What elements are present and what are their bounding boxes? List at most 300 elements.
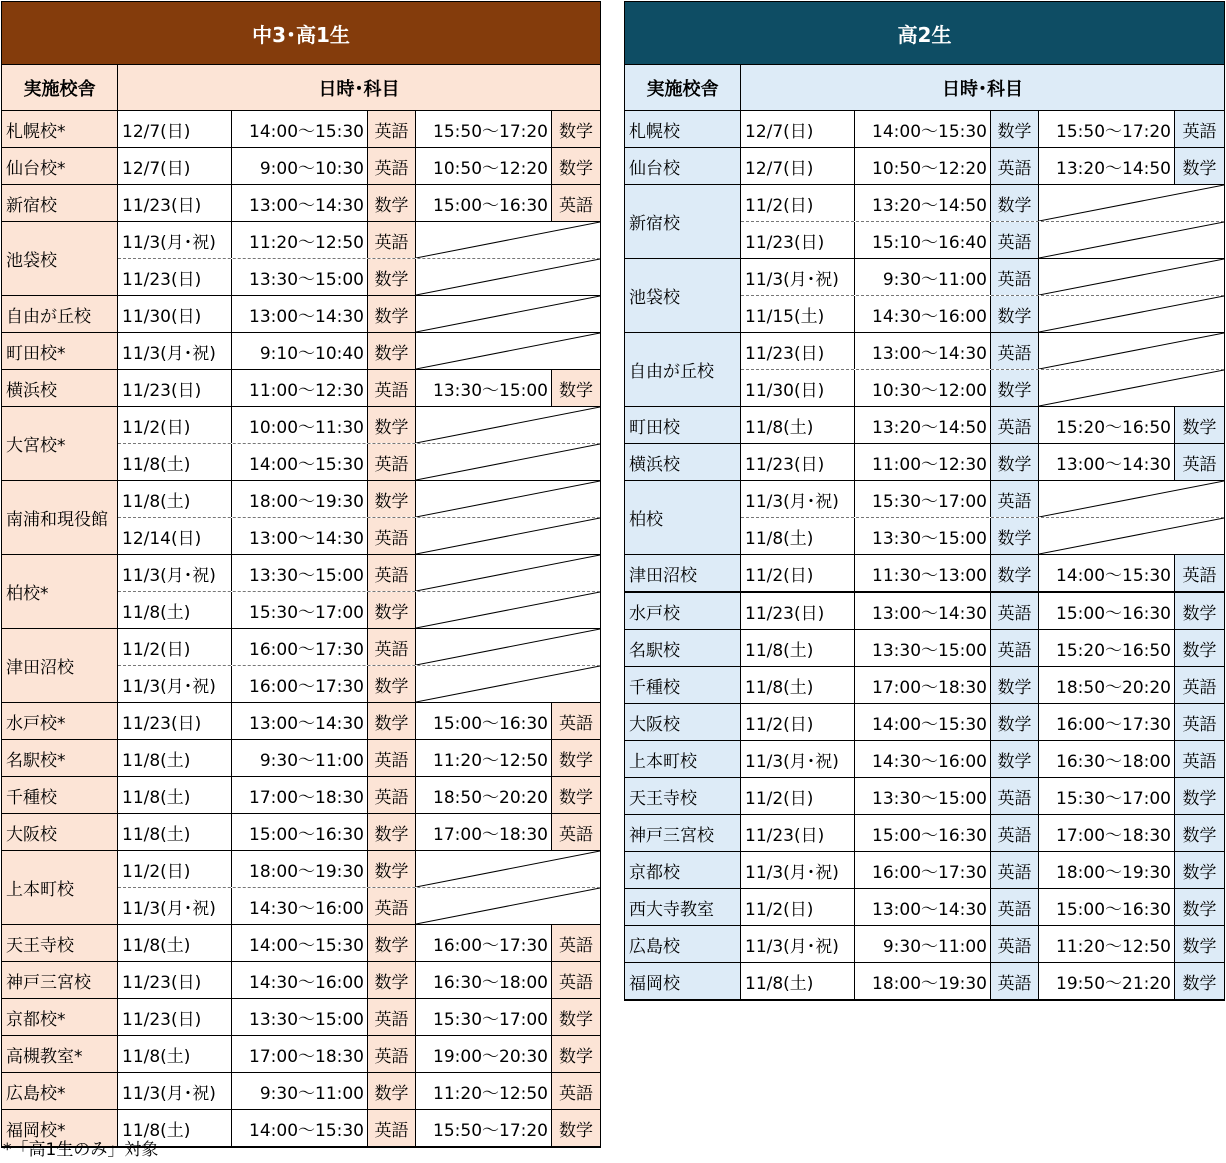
school-name: 名駅校*	[2, 740, 118, 776]
session-subject-1: 英語	[991, 148, 1039, 184]
diagonal-strike-icon	[416, 592, 600, 628]
table-row	[741, 185, 1224, 222]
school-name: 広島校	[625, 926, 741, 962]
session-date: 11/23(日)	[741, 815, 855, 851]
school-group	[2, 481, 600, 555]
table-row	[118, 999, 600, 1035]
session-time-2: 15:30～17:00	[416, 999, 552, 1035]
school-group	[625, 852, 1224, 889]
session-subject-2: 数学	[552, 111, 600, 147]
session-subject-2: 英語	[552, 1073, 600, 1109]
session-subject-1: 数学	[368, 666, 416, 702]
school-group	[625, 741, 1224, 778]
session-time-1: 17:00～18:30	[232, 777, 368, 813]
table-row	[118, 814, 600, 850]
session-rows	[741, 259, 1224, 332]
session-date: 11/3(月･祝)	[118, 888, 232, 924]
diagonal-strike-icon	[1039, 518, 1224, 554]
session-subject-1: 数学	[368, 333, 416, 369]
session-time-2: 16:30～18:00	[416, 962, 552, 998]
session-date: 11/23(日)	[118, 185, 232, 221]
session-subject-1: 英語	[368, 629, 416, 665]
session-subject-2: 数学	[1175, 148, 1224, 184]
table-title: 中3･高1生	[2, 2, 600, 65]
session-subject-2: 数学	[552, 740, 600, 776]
table-body	[625, 111, 1224, 1000]
session-rows	[741, 963, 1224, 999]
session-date: 11/23(日)	[118, 703, 232, 739]
school-name: 上本町校	[2, 851, 118, 924]
session-subject-2: 英語	[1175, 444, 1224, 480]
session-time-2: 15:20～16:50	[1039, 630, 1175, 666]
table-row	[118, 1073, 600, 1109]
school-name: 大阪校	[2, 814, 118, 850]
school-group	[2, 1073, 600, 1110]
school-name: 神戸三宮校	[625, 815, 741, 851]
session-subject-1: 数学	[368, 592, 416, 628]
session-rows	[741, 630, 1224, 666]
school-name: 横浜校	[2, 370, 118, 406]
school-name: 神戸三宮校	[2, 962, 118, 998]
table-row	[118, 703, 600, 739]
diagonal-strike-icon	[1039, 370, 1224, 406]
session-time-2: 15:30～17:00	[1039, 778, 1175, 814]
school-group	[2, 185, 600, 222]
session-time-2: 13:20～14:50	[1039, 148, 1175, 184]
session-rows	[118, 185, 600, 221]
table-row	[118, 888, 600, 924]
session-rows	[118, 481, 600, 554]
table-row	[741, 518, 1224, 554]
table-row	[741, 815, 1224, 851]
session-rows	[741, 704, 1224, 740]
session-time-1: 11:00～12:30	[855, 444, 991, 480]
session-time-1: 14:30～16:00	[855, 741, 991, 777]
session-date: 11/2(日)	[741, 555, 855, 591]
table-row	[118, 962, 600, 998]
session-time-1: 9:30～11:00	[232, 740, 368, 776]
session-subject-1: 英語	[991, 407, 1039, 443]
empty-slot	[1039, 222, 1224, 258]
school-group	[2, 555, 600, 629]
diagonal-strike-icon	[1039, 222, 1224, 258]
session-date: 11/8(土)	[741, 963, 855, 999]
empty-slot	[416, 222, 600, 258]
school-group	[2, 407, 600, 481]
school-name: 柏校*	[2, 555, 118, 628]
session-rows	[741, 593, 1224, 629]
session-subject-1: 数学	[368, 814, 416, 850]
empty-slot	[1039, 518, 1224, 554]
session-time-2: 13:30～15:00	[416, 370, 552, 406]
school-group	[2, 851, 600, 925]
table-row	[118, 185, 600, 221]
empty-slot	[416, 444, 600, 480]
session-subject-2: 英語	[1175, 555, 1224, 591]
session-time-2: 13:00～14:30	[1039, 444, 1175, 480]
school-group	[625, 333, 1224, 407]
session-rows	[118, 629, 600, 702]
empty-slot	[1039, 185, 1224, 221]
session-subject-2: 英語	[1175, 741, 1224, 777]
session-time-1: 13:20～14:50	[855, 407, 991, 443]
session-time-2: 18:50～20:20	[1039, 667, 1175, 703]
session-date: 11/2(日)	[118, 629, 232, 665]
table-row	[741, 963, 1224, 999]
school-group	[2, 296, 600, 333]
table-header	[2, 65, 600, 111]
school-name: 札幌校	[625, 111, 741, 147]
session-time-1: 15:30～17:00	[232, 592, 368, 628]
session-rows	[118, 555, 600, 628]
session-time-2: 17:00～18:30	[1039, 815, 1175, 851]
school-group	[625, 111, 1224, 148]
session-subject-2: 英語	[552, 962, 600, 998]
session-date: 11/3(月･祝)	[741, 852, 855, 888]
session-date: 12/7(日)	[741, 111, 855, 147]
table-row	[118, 666, 600, 702]
table-ko2	[624, 1, 1225, 1001]
school-name: 水戸校*	[2, 703, 118, 739]
session-subject-2: 英語	[552, 185, 600, 221]
table-row	[741, 667, 1224, 703]
session-time-1: 13:30～15:00	[232, 999, 368, 1035]
table-row	[118, 592, 600, 628]
session-date: 11/8(土)	[118, 925, 232, 961]
school-group	[625, 889, 1224, 926]
session-time-1: 14:30～16:00	[232, 962, 368, 998]
session-time-1: 9:30～11:00	[855, 926, 991, 962]
table-row	[118, 518, 600, 554]
table-row	[118, 148, 600, 184]
session-time-2: 15:50～17:20	[1039, 111, 1175, 147]
session-time-1: 10:30～12:00	[855, 370, 991, 406]
session-rows	[741, 444, 1224, 480]
session-time-1: 16:00～17:30	[232, 629, 368, 665]
session-rows	[118, 1073, 600, 1109]
school-name: 京都校*	[2, 999, 118, 1035]
session-time-2: 15:50～17:20	[416, 1110, 552, 1146]
diagonal-strike-icon	[416, 518, 600, 554]
session-date: 11/2(日)	[741, 185, 855, 221]
session-time-1: 9:00～10:30	[232, 148, 368, 184]
session-subject-1: 英語	[368, 1110, 416, 1146]
session-date: 11/3(月･祝)	[741, 259, 855, 295]
session-subject-1: 数学	[991, 370, 1039, 406]
school-group	[2, 777, 600, 814]
school-name: 町田校	[625, 407, 741, 443]
session-date: 11/3(月･祝)	[118, 333, 232, 369]
table-row	[118, 925, 600, 961]
session-time-1: 10:00～11:30	[232, 407, 368, 443]
table-row	[741, 852, 1224, 888]
table-row	[741, 926, 1224, 962]
session-date: 11/3(月･祝)	[118, 666, 232, 702]
session-time-1: 9:10～10:40	[232, 333, 368, 369]
school-name: 西大寺教室	[625, 889, 741, 925]
table-chu3-ko1	[1, 1, 601, 1148]
empty-slot	[1039, 370, 1224, 406]
session-time-1: 14:30～16:00	[855, 296, 991, 332]
school-name: 天王寺校	[2, 925, 118, 961]
session-rows	[118, 814, 600, 850]
session-time-1: 13:00～14:30	[232, 185, 368, 221]
session-time-2: 11:20～12:50	[416, 1073, 552, 1109]
session-time-1: 15:10～16:40	[855, 222, 991, 258]
session-time-2: 18:50～20:20	[416, 777, 552, 813]
session-time-1: 15:00～16:30	[232, 814, 368, 850]
session-date: 11/3(月･祝)	[741, 926, 855, 962]
session-subject-1: 英語	[991, 852, 1039, 888]
session-rows	[118, 962, 600, 998]
table-row	[118, 259, 600, 295]
session-subject-1: 数学	[991, 111, 1039, 147]
table-row	[741, 481, 1224, 518]
diagonal-strike-icon	[416, 296, 600, 332]
session-time-2: 15:00～16:30	[416, 185, 552, 221]
school-name: 上本町校	[625, 741, 741, 777]
session-subject-1: 数学	[991, 296, 1039, 332]
session-date: 12/7(日)	[118, 148, 232, 184]
table-row	[741, 370, 1224, 406]
session-time-2: 16:00～17:30	[416, 925, 552, 961]
session-time-1: 17:00～18:30	[855, 667, 991, 703]
session-rows	[118, 777, 600, 813]
session-subject-1: 英語	[991, 630, 1039, 666]
table-row	[118, 296, 600, 332]
session-subject-2: 数学	[552, 777, 600, 813]
empty-slot	[416, 666, 600, 702]
table-row	[741, 148, 1224, 184]
session-date: 12/7(日)	[118, 111, 232, 147]
school-group	[625, 407, 1224, 444]
session-date: 11/3(月･祝)	[741, 741, 855, 777]
table-row	[741, 889, 1224, 925]
session-date: 11/8(土)	[741, 518, 855, 554]
school-group	[2, 333, 600, 370]
session-date: 11/8(土)	[741, 407, 855, 443]
school-group	[625, 630, 1224, 667]
session-subject-1: 数学	[368, 407, 416, 443]
session-date: 11/2(日)	[118, 407, 232, 443]
empty-slot	[416, 518, 600, 554]
table-row	[118, 851, 600, 888]
school-name: 福岡校*	[2, 1110, 118, 1146]
school-group	[625, 444, 1224, 481]
session-subject-1: 英語	[368, 111, 416, 147]
session-subject-1: 数学	[991, 741, 1039, 777]
session-time-1: 16:00～17:30	[232, 666, 368, 702]
session-subject-1: 英語	[368, 370, 416, 406]
empty-slot	[416, 888, 600, 924]
table-row	[118, 333, 600, 369]
empty-slot	[416, 407, 600, 443]
diagonal-strike-icon	[1039, 296, 1224, 332]
session-subject-2: 数学	[1175, 778, 1224, 814]
empty-slot	[416, 851, 600, 887]
school-name: 津田沼校	[625, 555, 741, 591]
school-name: 高槻教室*	[2, 1036, 118, 1072]
session-subject-1: 英語	[368, 999, 416, 1035]
session-subject-1: 英語	[368, 444, 416, 480]
session-time-1: 13:30～15:00	[855, 630, 991, 666]
header-datetime: 日時･科目	[942, 78, 1023, 100]
session-time-1: 14:00～15:30	[232, 111, 368, 147]
session-time-1: 17:00～18:30	[232, 1036, 368, 1072]
table-row	[741, 407, 1224, 443]
school-name: 町田校*	[2, 333, 118, 369]
session-rows	[741, 926, 1224, 962]
session-date: 11/3(月･祝)	[118, 1073, 232, 1109]
session-rows	[118, 1036, 600, 1072]
session-time-1: 9:30～11:00	[232, 1073, 368, 1109]
session-subject-2: 数学	[1175, 852, 1224, 888]
session-date: 11/8(土)	[118, 1036, 232, 1072]
session-time-1: 13:00～14:30	[232, 518, 368, 554]
diagonal-strike-icon	[416, 851, 600, 887]
table-row	[741, 111, 1224, 147]
session-subject-1: 英語	[991, 593, 1039, 629]
session-time-1: 9:30～11:00	[855, 259, 991, 295]
session-time-1: 16:00～17:30	[855, 852, 991, 888]
session-time-1: 11:30～13:00	[855, 555, 991, 591]
school-group	[2, 148, 600, 185]
table-row	[118, 1110, 600, 1146]
table-row	[741, 555, 1224, 591]
table-row	[741, 630, 1224, 666]
session-time-1: 13:00～14:30	[232, 296, 368, 332]
session-subject-1: 数学	[368, 185, 416, 221]
session-subject-1: 英語	[991, 222, 1039, 258]
session-rows	[118, 333, 600, 369]
table-row	[741, 222, 1224, 258]
session-subject-1: 数学	[368, 481, 416, 517]
session-time-2: 15:00～16:30	[1039, 593, 1175, 629]
session-rows	[741, 667, 1224, 703]
empty-slot	[416, 592, 600, 628]
table-row	[118, 370, 600, 406]
session-subject-1: 数学	[368, 703, 416, 739]
session-subject-1: 英語	[991, 778, 1039, 814]
session-subject-1: 数学	[991, 444, 1039, 480]
table-row	[118, 407, 600, 444]
session-rows	[118, 296, 600, 332]
session-time-1: 13:30～15:00	[232, 555, 368, 591]
school-name: 池袋校	[625, 259, 741, 332]
empty-slot	[1039, 481, 1224, 517]
session-date: 11/2(日)	[741, 778, 855, 814]
session-rows	[741, 778, 1224, 814]
table-row	[118, 740, 600, 776]
session-subject-2: 英語	[1175, 704, 1224, 740]
empty-slot	[1039, 296, 1224, 332]
header-school: 実施校舎	[2, 65, 118, 110]
session-subject-2: 英語	[1175, 667, 1224, 703]
session-date: 11/23(日)	[118, 999, 232, 1035]
session-time-1: 13:30～15:00	[855, 518, 991, 554]
session-rows	[118, 370, 600, 406]
session-subject-1: 英語	[368, 888, 416, 924]
session-rows	[118, 740, 600, 776]
table-row	[741, 741, 1224, 777]
session-rows	[741, 333, 1224, 406]
session-rows	[741, 148, 1224, 184]
session-date: 12/14(日)	[118, 518, 232, 554]
session-time-1: 13:00～14:30	[232, 703, 368, 739]
diagonal-strike-icon	[1039, 259, 1224, 295]
school-name: 天王寺校	[625, 778, 741, 814]
school-name: 水戸校	[625, 593, 741, 629]
school-group	[625, 778, 1224, 815]
empty-slot	[416, 296, 600, 332]
session-subject-2: 英語	[1175, 111, 1224, 147]
empty-slot	[416, 481, 600, 517]
session-time-1: 14:00～15:30	[855, 111, 991, 147]
session-subject-2: 数学	[1175, 815, 1224, 851]
session-date: 11/23(日)	[741, 222, 855, 258]
diagonal-strike-icon	[416, 444, 600, 480]
school-group	[625, 593, 1224, 630]
session-time-1: 18:00～19:30	[232, 481, 368, 517]
session-date: 11/15(土)	[741, 296, 855, 332]
school-group	[625, 148, 1224, 185]
session-date: 11/23(日)	[741, 444, 855, 480]
session-subject-2: 数学	[552, 1110, 600, 1146]
session-subject-1: 数学	[991, 518, 1039, 554]
session-subject-1: 英語	[991, 963, 1039, 999]
session-subject-1: 数学	[368, 296, 416, 332]
school-name: 京都校	[625, 852, 741, 888]
school-group	[625, 926, 1224, 963]
session-subject-1: 数学	[368, 851, 416, 887]
empty-slot	[416, 629, 600, 665]
session-subject-2: 数学	[1175, 889, 1224, 925]
table-title: 高2生	[625, 2, 1224, 65]
school-group	[625, 555, 1224, 593]
session-date: 11/8(土)	[741, 667, 855, 703]
diagonal-strike-icon	[416, 407, 600, 443]
session-subject-1: 英語	[368, 555, 416, 591]
session-rows	[118, 999, 600, 1035]
session-rows	[741, 111, 1224, 147]
session-subject-2: 数学	[552, 148, 600, 184]
session-subject-1: 英語	[991, 889, 1039, 925]
session-rows	[118, 925, 600, 961]
session-rows	[741, 185, 1224, 258]
session-rows	[741, 481, 1224, 554]
session-date: 11/3(月･祝)	[118, 222, 232, 258]
session-time-2: 19:50～21:20	[1039, 963, 1175, 999]
school-group	[2, 222, 600, 296]
session-subject-2: 数学	[1175, 926, 1224, 962]
table-body	[2, 111, 600, 1147]
school-group	[625, 185, 1224, 259]
table-row	[741, 593, 1224, 629]
school-group	[2, 629, 600, 703]
session-time-1: 11:20～12:50	[232, 222, 368, 258]
session-subject-1: 数学	[368, 925, 416, 961]
session-date: 11/23(日)	[741, 593, 855, 629]
session-subject-1: 数学	[991, 704, 1039, 740]
session-time-1: 13:30～15:00	[855, 778, 991, 814]
school-name: 福岡校	[625, 963, 741, 999]
session-subject-1: 英語	[991, 481, 1039, 517]
session-subject-1: 数学	[368, 962, 416, 998]
table-row	[118, 1036, 600, 1072]
session-date: 11/2(日)	[741, 889, 855, 925]
school-group	[625, 815, 1224, 852]
session-subject-1: 英語	[991, 815, 1039, 851]
